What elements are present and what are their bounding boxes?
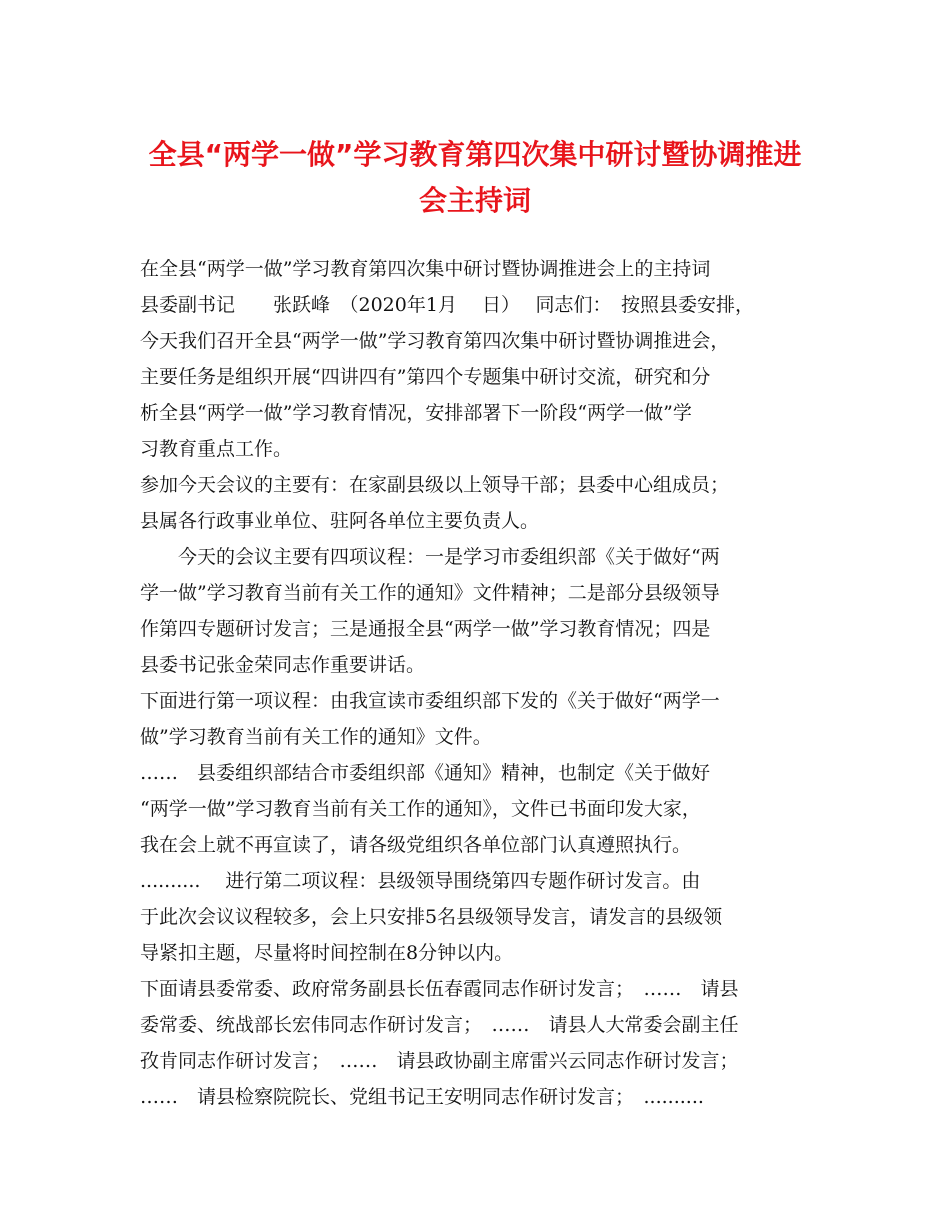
body-line: 今天我们召开全县“两学一做”学习教育第四次集中研讨暨协调推进会， [140, 330, 730, 352]
body-line: 作第四专题研讨发言；三是通报全县“两学一做”学习教育情况；四是 [140, 618, 711, 640]
body-line: 于此次会议议程较多，会上只安排5名县级领导发言，请发言的县级领 [140, 906, 723, 928]
body-line: 下面请县委常委、政府常务副县长伍春霞同志作研讨发言； …… 请县 [140, 978, 739, 1000]
body-line: …… 县委组织部结合市委组织部《通知》精神，也制定《关于做好 [140, 762, 711, 784]
body-line: 导紧扣主题，尽量将时间控制在8分钟以内。 [140, 942, 514, 964]
body-line: .......... 进行第二项议程：县级领导围绕第四专题作研讨发言。由 [140, 870, 701, 892]
body-line: 习教育重点工作。 [140, 438, 293, 460]
body-line: 参加今天会议的主要有：在家副县级以上领导干部；县委中心组成员； [140, 474, 730, 496]
body-line: 我在会上就不再宣读了，请各级党组织各单位部门认真遵照执行。 [140, 834, 692, 856]
body-line: …… 请县检察院院长、党组书记王安明同志作研讨发言； .......... [140, 1086, 704, 1108]
body-line: 学一做”学习教育当前有关工作的通知》文件精神；二是部分县级领导 [140, 582, 720, 604]
body-line: 今天的会议主要有四项议程：一是学习市委组织部《关于做好“两 [140, 546, 720, 568]
body-line: 下面进行第一项议程：由我宣读市委组织部下发的《关于做好“两学一 [140, 690, 720, 712]
body-line: 在全县“两学一做”学习教育第四次集中研讨暨协调推进会上的主持词 [140, 258, 711, 280]
body-line: 县属各行政事业单位、驻阿各单位主要负责人。 [140, 510, 540, 532]
body-line: 析全县“两学一做”学习教育情况，安排部署下一阶段“两学一做”学 [140, 402, 692, 424]
document-title-line-1: 全县“两学一做”学习教育第四次集中研讨暨协调推进 [148, 138, 802, 171]
body-line: 委常委、统战部长宏伟同志作研讨发言； …… 请县人大常委会副主任 [140, 1014, 739, 1036]
body-line: 县委书记张金荣同志作重要讲话。 [140, 654, 426, 676]
body-line: 主要任务是组织开展“四讲四有”第四个专题集中研讨交流，研究和分 [140, 366, 711, 388]
body-line: 孜肯同志作研讨发言； …… 请县政协副主席雷兴云同志作研讨发言； [140, 1050, 739, 1072]
body-line: “两学一做”学习教育当前有关工作的通知》，文件已书面印发大家， [140, 798, 701, 820]
document-title-line-2: 会主持词 [418, 184, 531, 217]
body-line: 做”学习教育当前有关工作的通知》文件。 [140, 726, 492, 748]
body-line: 县委副书记 张跃峰 （2020年1月 日） 同志们： 按照县委安排， [140, 294, 755, 316]
